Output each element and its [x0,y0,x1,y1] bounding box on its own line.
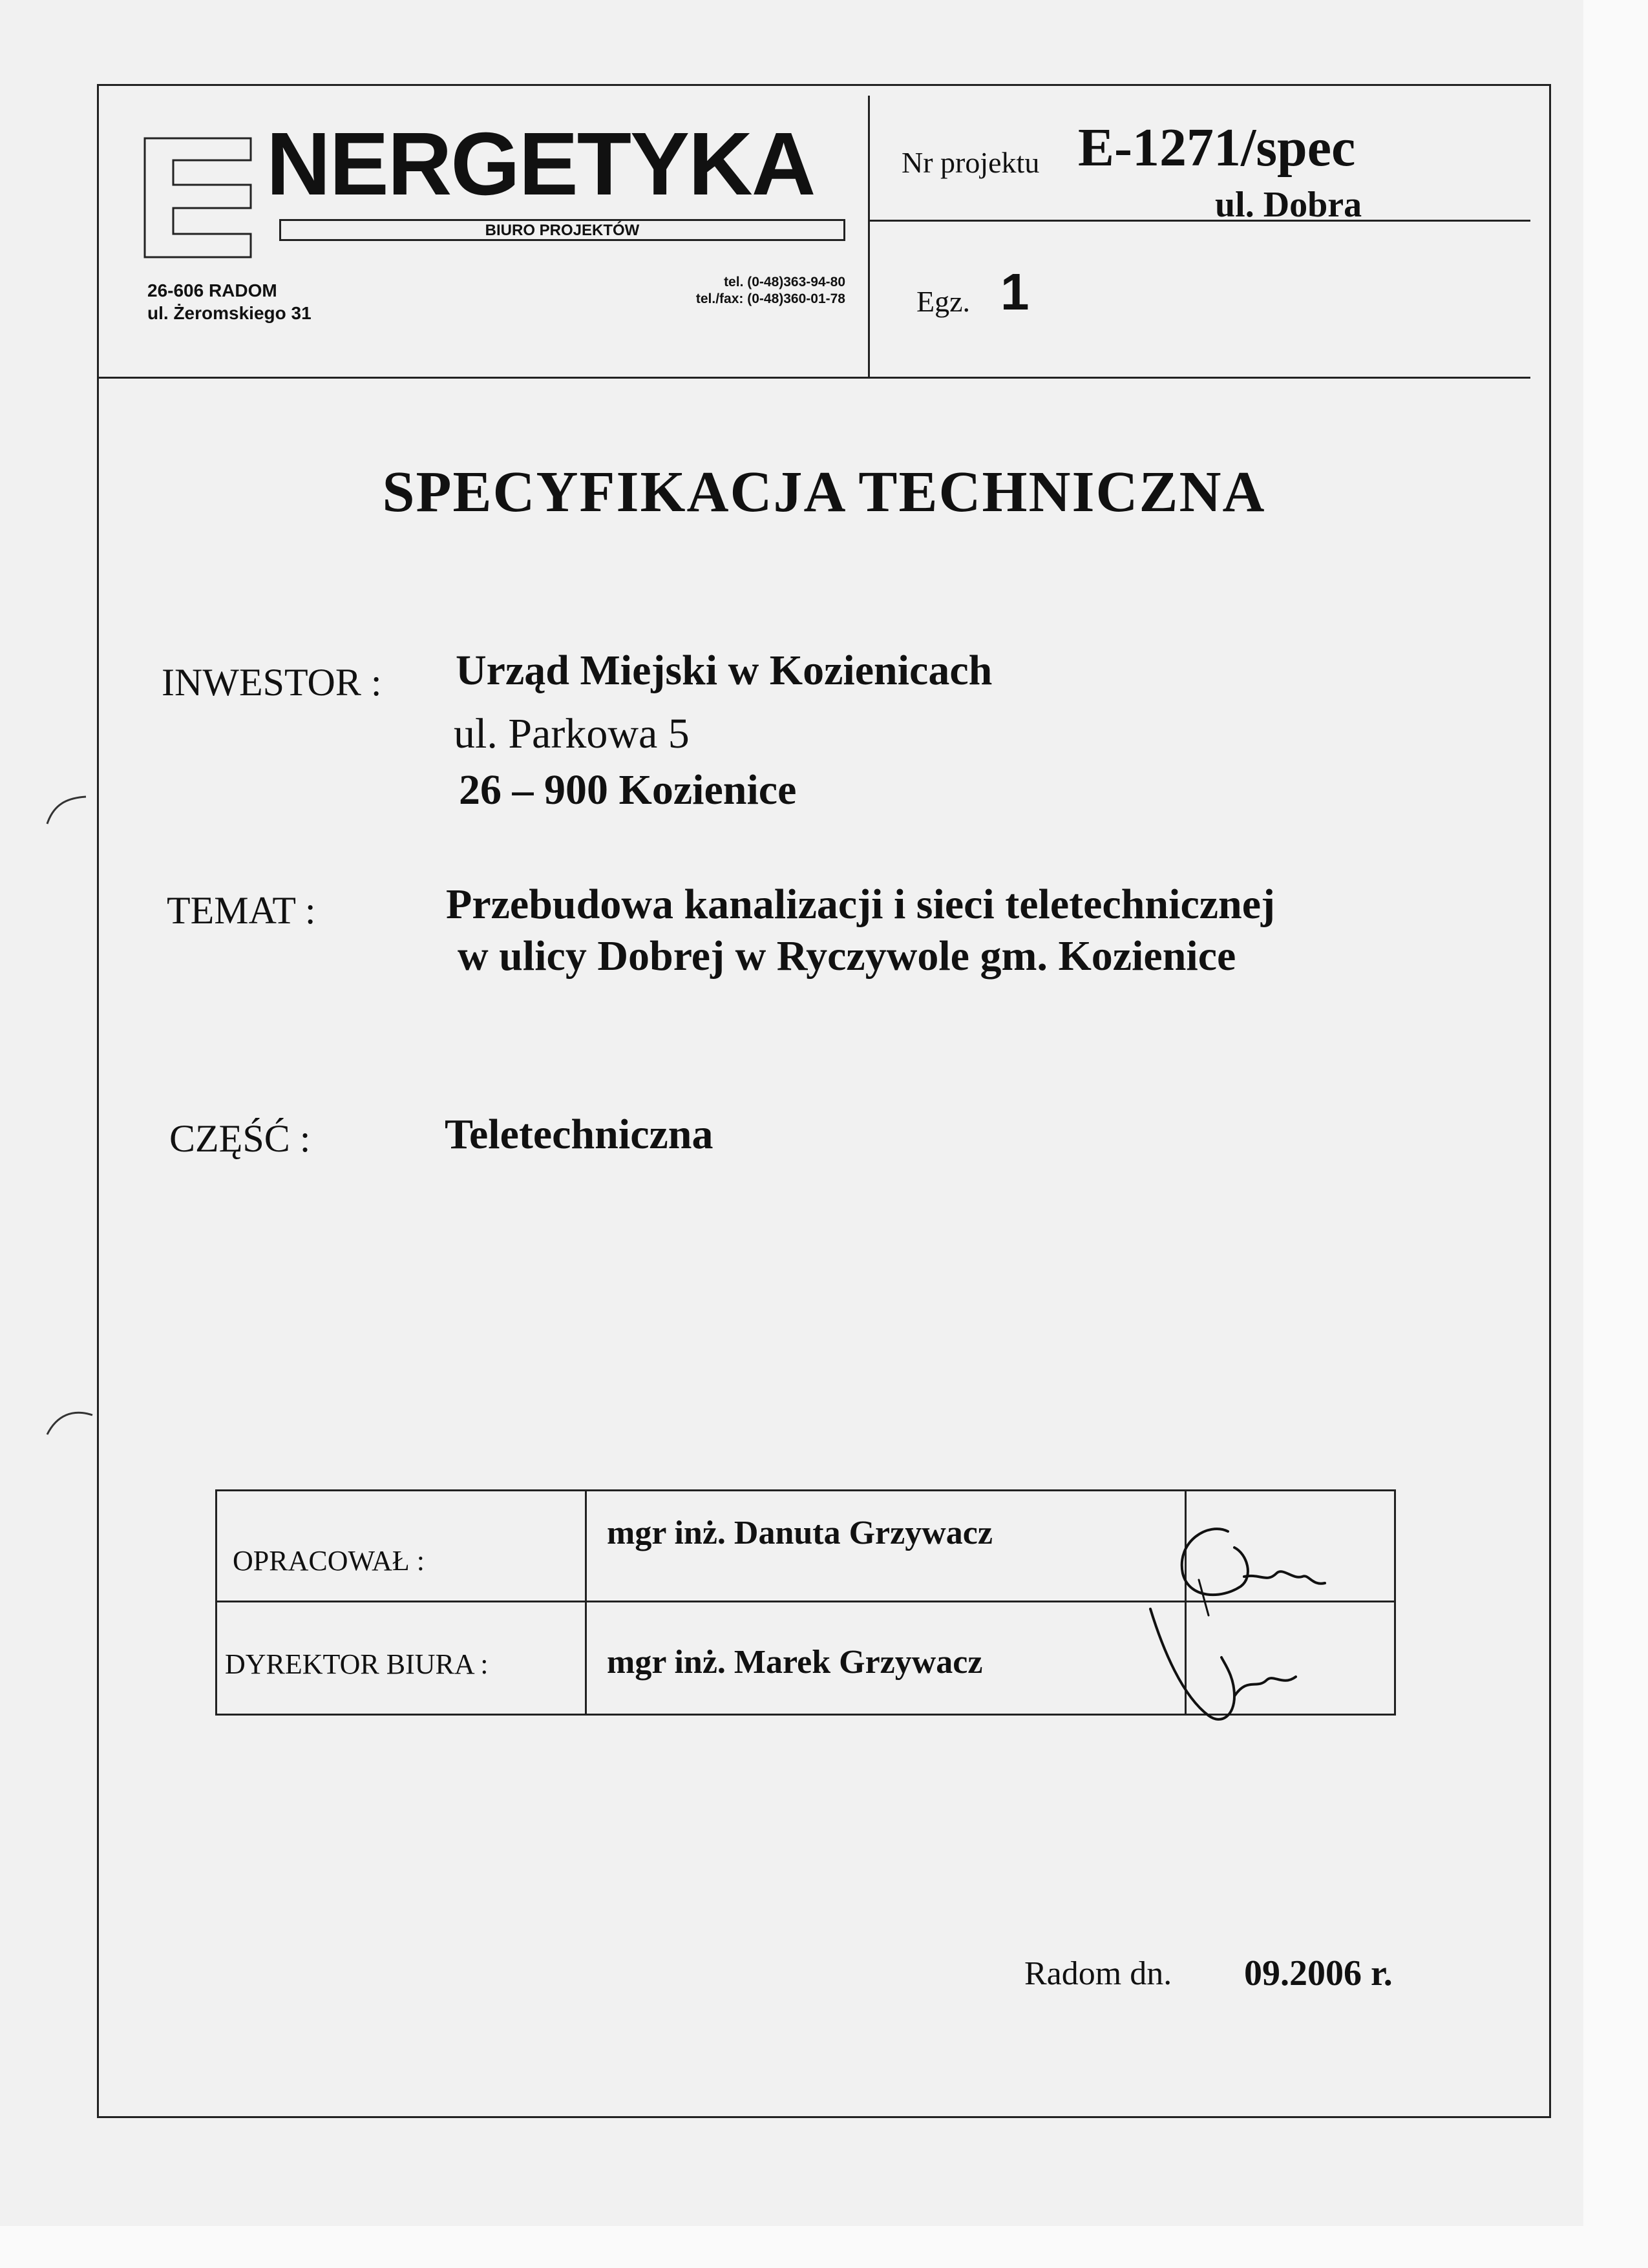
company-name: NERGETYKA [266,114,815,214]
project-number: E-1271/spec [1078,118,1356,178]
role-author-label: OPRACOWAŁ : [233,1545,425,1577]
footer-date: 09.2006 r. [1244,1953,1393,1993]
author-name: mgr inż. Danuta Grzywacz [607,1515,993,1551]
project-street: ul. Dobra [1215,185,1362,225]
document-title: SPECYFIKACJA TECHNICZNA [382,460,1266,524]
company-contact [619,274,845,308]
table-top-border [215,1489,1396,1491]
copy-label: Egz. [916,285,971,318]
copy-number: 1 [1000,263,1030,320]
address-city: 26-606 RADOM [147,280,277,300]
topic-label: TEMAT : [167,889,316,932]
document-frame [97,84,1551,2118]
page-edge [1583,0,1648,2268]
investor-label: INWESTOR : [162,661,382,704]
header-row-divider [868,220,1530,222]
phone-number: tel. (0-48)363-94-80 [724,275,845,289]
company-subtitle: BIURO PROJEKTÓW [485,222,640,239]
footer-place: Radom dn. [1024,1955,1172,1992]
director-name: mgr inż. Marek Grzywacz [607,1644,983,1681]
topic-line-2: w ulicy Dobrej w Ryczywole gm. Kozienice [458,932,1236,980]
binding-mark-icon [44,1402,96,1441]
header-divider [98,377,1530,379]
investor-city: 26 – 900 Kozienice [459,766,797,814]
part-value: Teletechniczna [445,1111,713,1158]
project-number-label: Nr projektu [902,146,1040,179]
page-bottom-edge [0,2226,1648,2268]
table-right-border [1394,1489,1396,1716]
table-column-divider [585,1489,587,1716]
investor-street: ul. Parkowa 5 [454,710,690,757]
header-column-divider [868,96,870,377]
role-director-label: DYREKTOR BIURA : [225,1648,489,1680]
handwritten-signature-icon [1137,1502,1370,1748]
energetyka-logo-icon [143,137,252,258]
address-street: ul. Żeromskiego 31 [147,303,312,323]
table-left-border [215,1489,217,1716]
investor-name: Urząd Miejski w Kozienicach [456,647,993,694]
company-address [147,279,312,324]
topic-line-1: Przebudowa kanalizacji i sieci teletechnicznej [446,881,1276,928]
fax-number: tel./fax: (0-48)360-01-78 [695,291,845,307]
company-subtitle-band [279,219,845,241]
part-label: CZĘŚĆ : [169,1117,311,1160]
binding-mark-icon [44,792,89,830]
